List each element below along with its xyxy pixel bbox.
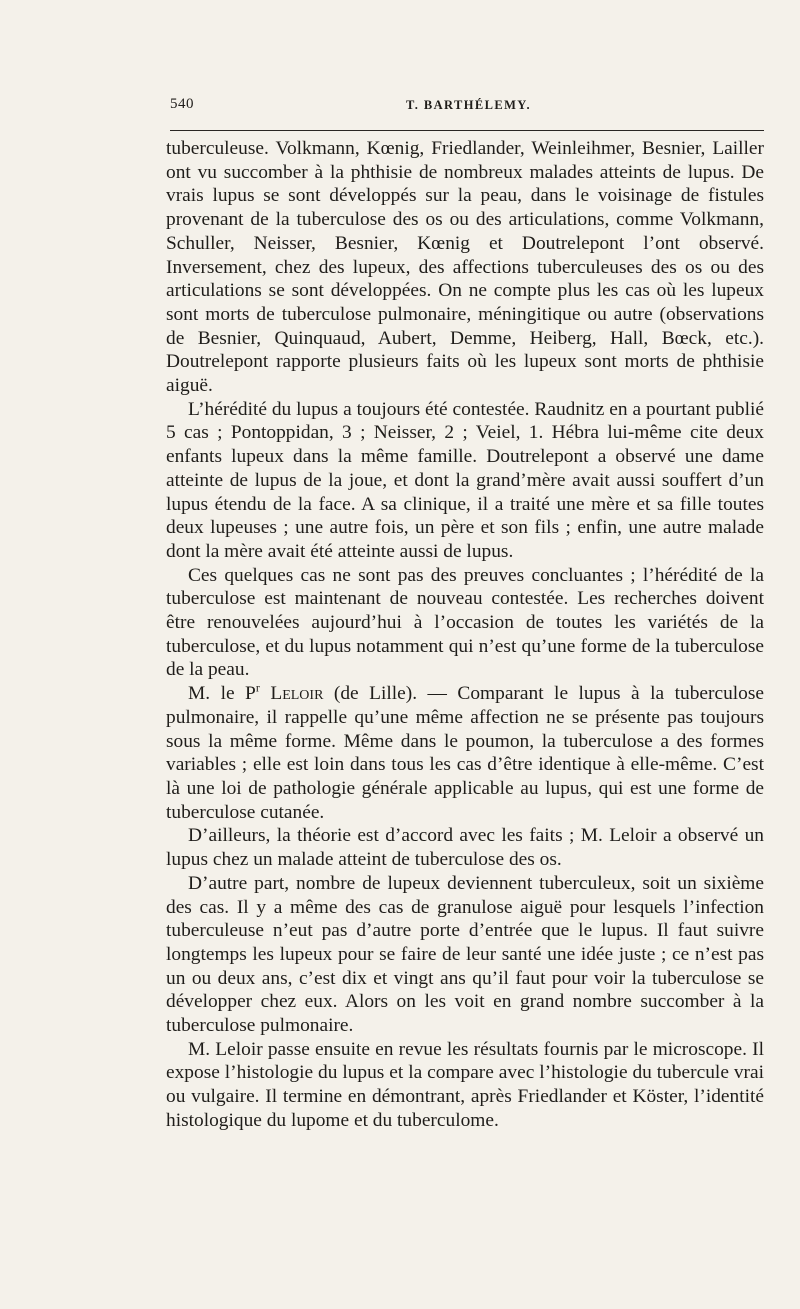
paragraph-incidence: D’autre part, nombre de lupeux deviennent tuberculeux, soit un sixième des cas. Il y a même des cas de granulose aiguë pour lesquels l’infection tuberculeuse n’eut pas d’autre porte d’entrée que le lupus. Il faut suivre longtemps les lupeux pour se faire de leur santé une idée juste ; ce n’est pas un ou deux ans, c’est dix et vingt ans qu’il faut pour voir la tuberculose se développer chez eux. Alors on les voit en grand nombre succomber à la tuberculose pulmonaire. bbox=[166, 872, 764, 1037]
speaker-name: Leloir bbox=[270, 683, 324, 705]
speaker-title-sup: r bbox=[255, 680, 260, 695]
page-header bbox=[166, 96, 764, 118]
paragraph-histology: M. Leloir passe ensuite en revue les résultats fournis par le microscope. Il expose l’histologie du lupus et la compare avec l’histologie du tubercule vrai ou vulgaire. Il termine en démontrant, après Friedlander et Köster, l’identité histologique du lupome et du tuberculome. bbox=[166, 1038, 764, 1131]
body-text bbox=[166, 137, 764, 1133]
header-rule bbox=[170, 130, 764, 131]
paragraph-evidence: Ces quelques cas ne sont pas des preuves concluantes ; l’hérédité de la tuberculose est maintenant de nouveau contestée. Les recherches doivent être renouvelées aujourd’hui à l’occasion de toutes les variétés de la tuberculose, et du lupus notamment qui n’est qu’une forme de la tuberculose de la peau. bbox=[166, 564, 764, 681]
paragraph-theory: D’ailleurs, la théorie est d’accord avec les faits ; M. Leloir a observé un lupus chez un malade atteint de tuberculose des os. bbox=[166, 825, 764, 871]
speaker-remarks: (de Lille). — Comparant le lupus à la tuberculose pulmonaire, il rappelle qu’une même affection ne se présente pas toujours sous la même forme. Même dans le poumon, la tuberculose a des formes variables ; elle est loin dans tous les cas d’être identique à elle-même. C’est là une loi de pathologie générale applicable au lupus, qui est une forme de tuberculose cutanée. bbox=[166, 683, 764, 823]
page-number: 540 bbox=[170, 96, 194, 112]
paragraph-leloir-intro bbox=[166, 682, 764, 824]
speaker-prefix: M. le P bbox=[188, 683, 256, 705]
running-head: T. BARTHÉLEMY. bbox=[406, 98, 532, 112]
paragraph-heredity: L’hérédité du lupus a toujours été contestée. Raudnitz en a pourtant publié 5 cas ; Pontoppidan, 3 ; Neisser, 2 ; Veiel, 1. Hébra lui-même cite deux enfants lupeux dans la même famille. Doutrelepont a observé une dame atteinte de lupus de la joue, et dont la grand’mère avait aussi souffert d’un lupus étendu de la face. A sa clinique, il a traité une mère et sa fille toutes deux lupeuses ; une autre fois, un père et son fils ; enfin, une autre malade dont la mère avait été atteinte aussi de lupus. bbox=[166, 398, 764, 562]
paragraph-continuation: tuberculeuse. Volkmann, Kœnig, Friedlander, Weinleihmer, Besnier, Lailler ont vu succomber à la phthisie de nombreux malades atteints de lupus. De vrais lupus se sont développés sur la peau, dans le voisinage de fistules provenant de la tuberculose des os ou des articulations, comme Volkmann, Schuller, Neisser, Besnier, Kœnig et Doutrelepont l’ont observé. Inversement, chez des lupeux, des affections tuberculeuses des os ou des articulations se sont développées. On ne compte plus les cas où les lupeux sont morts de tuberculose pulmonaire, méningitique ou autre (observations de Besnier, Quinquaud, Aubert, Demme, Heiberg, Hall, Bœck, etc.). Doutrelepont rapporte plusieurs faits où les lupeux sont morts de phthisie aiguë. bbox=[166, 138, 764, 397]
